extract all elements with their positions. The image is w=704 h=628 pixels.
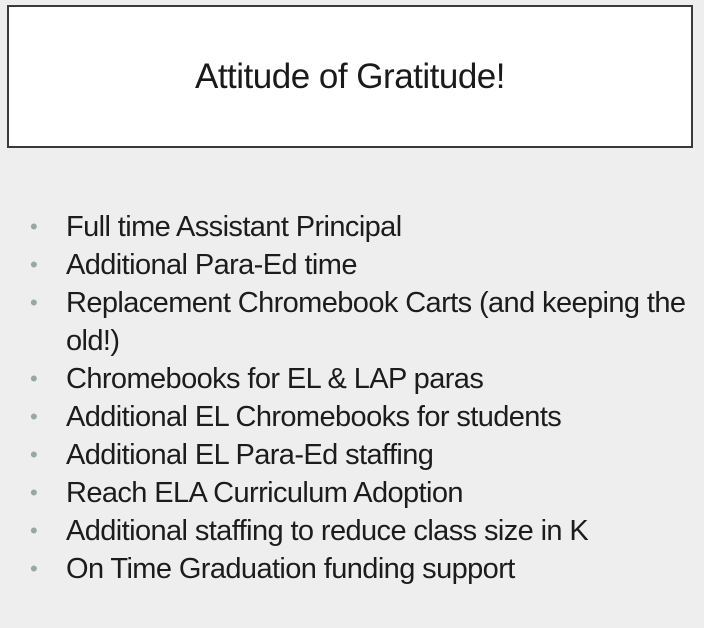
bullet-dot-icon: • xyxy=(30,404,38,429)
bullet-dot-icon: • xyxy=(30,480,38,505)
bullet-text: Additional Para-Ed time xyxy=(66,249,357,281)
bullet-text: Replacement Chromebook Carts (and keeping the old!) xyxy=(66,287,686,357)
bullet-dot-icon: • xyxy=(30,442,38,467)
bullet-text: Additional staffing to reduce class size in K xyxy=(66,515,589,547)
slide-title: Attitude of Gratitude! xyxy=(194,56,505,96)
bullet-dot-icon: • xyxy=(30,252,38,277)
bullet-item xyxy=(30,398,695,436)
bullet-dot-icon: • xyxy=(30,290,38,315)
bullet-dot-icon: • xyxy=(30,518,38,543)
bullet-text: On Time Graduation funding support xyxy=(66,553,515,585)
bullet-item xyxy=(30,208,695,246)
bullet-item xyxy=(30,360,695,398)
bullet-item xyxy=(30,512,695,550)
bullet-item xyxy=(30,284,695,360)
bullet-item xyxy=(30,436,695,474)
bullet-item xyxy=(30,246,695,284)
bullet-text: Additional EL Para-Ed staffing xyxy=(66,439,434,471)
bullet-item xyxy=(30,474,695,512)
bullet-text: Full time Assistant Principal xyxy=(66,211,402,243)
bullet-text: Additional EL Chromebooks for students xyxy=(66,401,562,433)
bullet-item xyxy=(30,550,695,588)
bullet-text: Reach ELA Curriculum Adoption xyxy=(66,477,463,509)
bullet-dot-icon: • xyxy=(30,214,38,239)
title-box xyxy=(7,5,693,148)
bullet-list xyxy=(30,208,695,588)
bullet-dot-icon: • xyxy=(30,366,38,391)
bullet-text: Chromebooks for EL & LAP paras xyxy=(66,363,484,395)
bullet-dot-icon: • xyxy=(30,556,38,581)
